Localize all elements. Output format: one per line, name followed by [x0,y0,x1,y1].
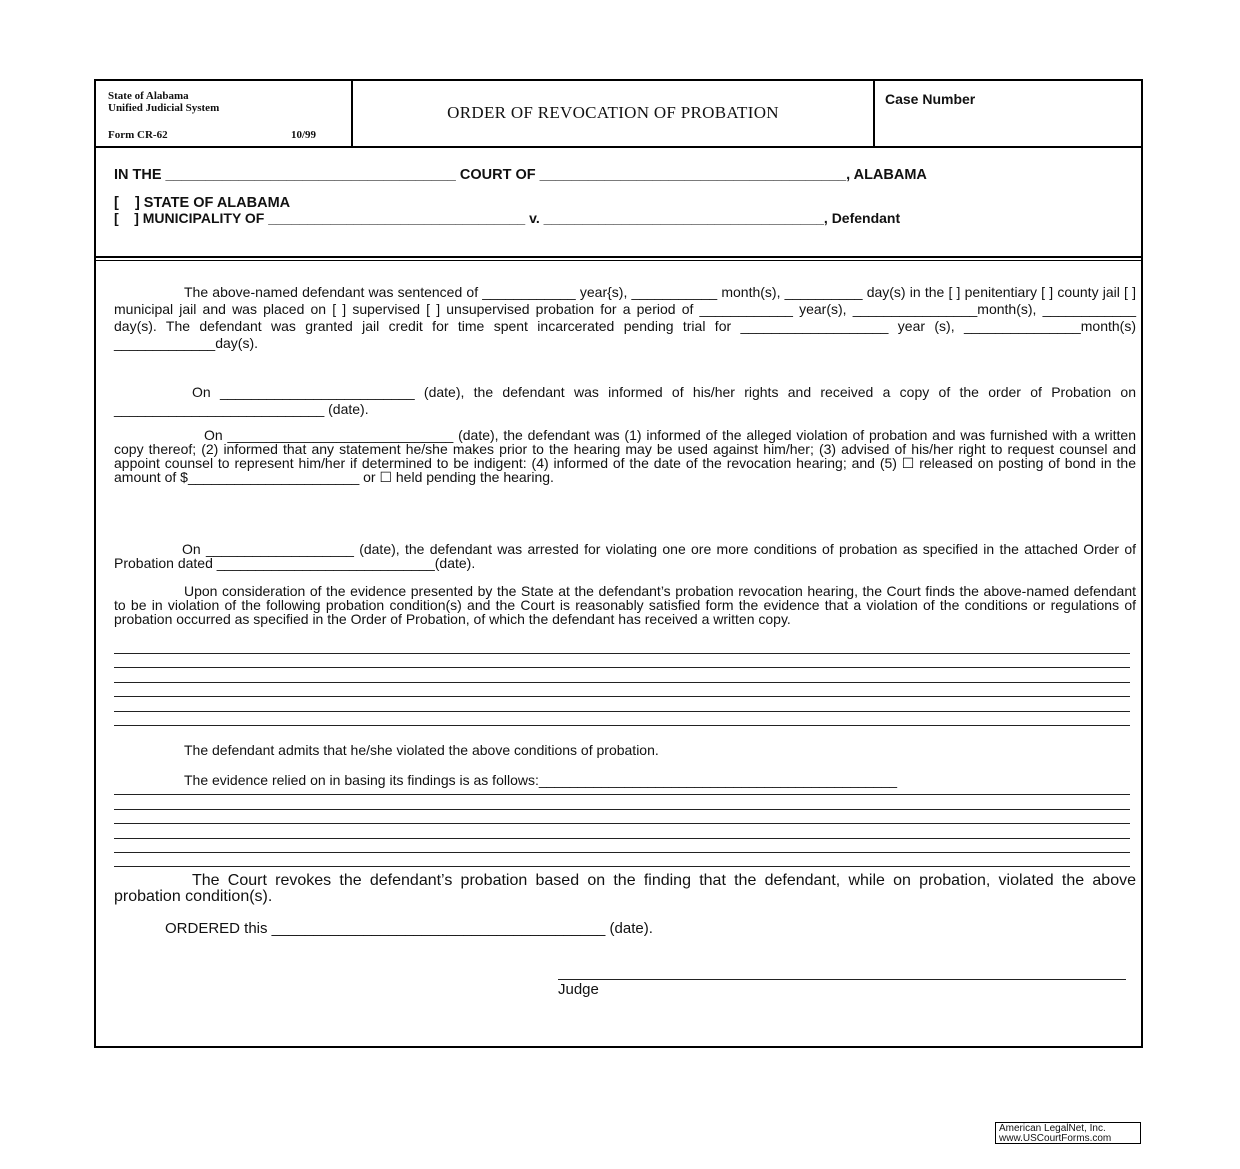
municipality-defendant-line[interactable]: [ ] MUNICIPALITY OF _________________________________ v. ____________________________________, Defendant [114,210,901,226]
evidence-line[interactable] [114,866,1130,867]
case-number-block[interactable] [875,81,1141,146]
form-title: ORDER OF REVOCATION OF PROBATION [447,103,779,122]
findings-line[interactable] [114,725,1130,726]
agency-block [96,81,353,146]
system-name: Unified Judicial System [108,102,220,114]
findings-line[interactable] [114,711,1130,712]
title-block [353,81,875,146]
form-header [96,81,1141,148]
evidence-line[interactable] [114,838,1130,839]
judge-label: Judge [558,981,599,998]
admission-statement: The defendant admits that he/she violated the above conditions of probation. [184,742,659,758]
findings-paragraph: Upon consideration of the evidence presented by the State at the defendant’s probation revocation hearing, the Court finds the above-named defendant to be in violation of the following probation condition(s) and the Court is reasonably satisfied form the evidence that a violation of the conditions or regulations of probation occurred as specified in the Order of Probation, of which the defendant has received a written copy. [114,583,1136,627]
arrest-paragraph[interactable]: On ___________________ (date), the defendant was arrested for violating one ore more conditions of probation as specified in the attached Order of Probation dated ____________________________(date). [114,541,1136,571]
form-id: Form CR-62 [108,129,168,141]
revocation-statement: The Court revokes the defendant’s probation based on the finding that the defendant, while on probation, violated the above probation condition(s). [114,872,1136,905]
court-caption [96,148,1141,258]
findings-line[interactable] [114,696,1130,697]
state-name: State of Alabama [108,90,189,102]
evidence-line[interactable] [114,794,1130,795]
case-number-label: Case Number [885,91,976,107]
form-frame [94,79,1143,1048]
evidence-statement[interactable]: The evidence relied on in basing its findings is as follows:______________________________________________ [184,772,898,788]
ordered-date-line[interactable]: ORDERED this ________________________________________ (date). [165,920,653,937]
findings-line[interactable] [114,667,1130,668]
sentence-paragraph[interactable]: The above-named defendant was sentenced of ____________ year{s), ___________ month(s), __________ day(s) in the [ ] penitentiary [ ] county jail [ ] municipal jail and was placed on [ ] supervised [ ] unsupervised probation for a period of ____________ year(s), ________________month(s), ____________ day(s). The defendant was granted jail credit for time spent incarcerated pending trial for ___________________ year (s), _______________month(s) _____________day(s). [114,284,1136,351]
caption-divider [96,260,1141,261]
court-line[interactable]: IN THE ____________________________________ COURT OF ______________________________________, ALABAMA [114,167,927,183]
publisher-name: American LegalNet, Inc. [999,1123,1106,1134]
publisher-logo [995,1122,1141,1144]
findings-line[interactable] [114,682,1130,683]
state-of-alabama-option[interactable]: [ ] STATE OF ALABAMA [114,195,291,211]
violation-notice-paragraph[interactable]: On _____________________________ (date), the defendant was (1) informed of the alleged violation of probation and was furnished with a written copy thereof; (2) informed that any statement he/she makes prior to the hearing may be used against him/her; (3) advised of his/her right to request counsel and appoint counsel to represent him/her if determined to be indigent: (4) informed of the date of the revocation hearing; and (5) ☐ released on posting of bond in the amount of $______________________ or ☐ held pending the hearing. [114,427,1136,485]
evidence-line[interactable] [114,823,1130,824]
judge-signature-line[interactable] [558,979,1126,980]
findings-line[interactable] [114,653,1130,654]
evidence-line[interactable] [114,852,1130,853]
agency-name [108,90,219,114]
form-date: 10/99 [291,129,317,141]
evidence-line[interactable] [114,809,1130,810]
rights-paragraph[interactable]: On _________________________ (date), the defendant was informed of his/her rights and received a copy of the order of Probation on ___________________________ (date). [114,384,1136,417]
publisher-url: www.USCourtForms.com [999,1133,1112,1144]
